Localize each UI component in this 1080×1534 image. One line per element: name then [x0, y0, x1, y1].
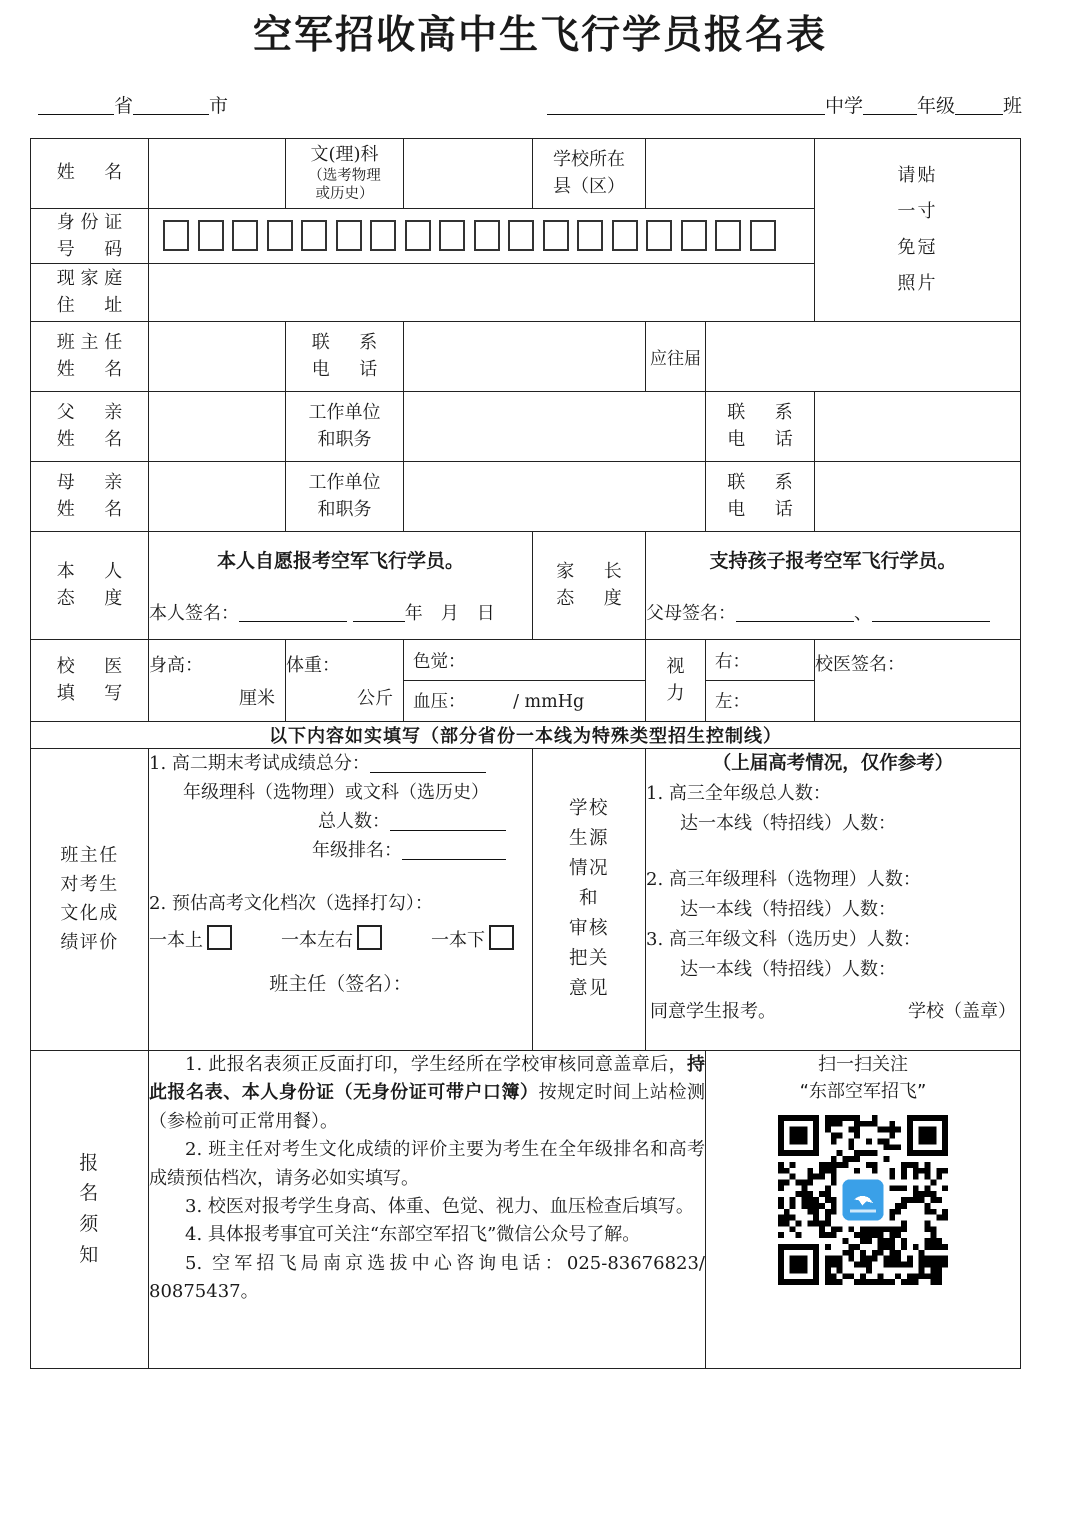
- teacher-eval-line-4: 绩评价: [60, 932, 119, 954]
- table-row-notice: [31, 1050, 1021, 1368]
- stats-item1-b-label: 达一本线（特招线）人数：: [680, 813, 896, 835]
- table-row-name: [31, 139, 1021, 209]
- checkbox-below-first-tier[interactable]: [489, 925, 514, 950]
- stats-item3-b-label: 达一本线（特招线）人数：: [680, 958, 896, 980]
- notice-item-2: 2. 班主任对考生文化成绩的评价主要为考生在全年级排名和高考成绩预估档次，请务必如实填写。: [149, 1139, 705, 1189]
- label-school-doctor: [31, 639, 149, 721]
- mother-label-line2: 姓 名: [56, 499, 129, 521]
- school-blank[interactable]: [547, 114, 825, 115]
- province-city-fields: [38, 91, 228, 118]
- father-label-line1: 父 亲: [56, 402, 129, 424]
- form-table: [30, 138, 1021, 1369]
- cell-school-statistics: [646, 748, 1021, 1050]
- eval-item2: 2. 预估高考文化档次（选择打勾）：: [149, 893, 433, 915]
- id-digit-box[interactable]: [715, 220, 741, 251]
- parent-attitude-statement: 支持孩子报考空军飞行学员。: [709, 549, 957, 572]
- id-digit-box[interactable]: [439, 220, 465, 251]
- weight-label: 体重：: [286, 654, 340, 676]
- father-work-line2: 和职务: [317, 429, 372, 451]
- vision-label-line2: 力: [666, 683, 685, 705]
- eval-option-1-label: 一本上: [149, 929, 203, 951]
- eval-options-row: [149, 925, 532, 955]
- table-row-mother: [31, 461, 1021, 531]
- table-row-teacher: [31, 321, 1021, 391]
- id-digit-box[interactable]: [301, 220, 327, 251]
- height-unit: 厘米: [239, 687, 275, 709]
- label-father-name: [31, 391, 149, 461]
- photo-line-3: 免冠: [897, 236, 938, 258]
- id-digit-box[interactable]: [508, 220, 534, 251]
- notice-label-1: 报: [79, 1151, 100, 1174]
- agree-text: 同意学生报考。: [650, 1000, 776, 1022]
- address-label-line2: 住 址: [56, 295, 129, 317]
- subject-note-line2: 或历史）: [315, 185, 374, 202]
- grade-suffix: 年级: [916, 94, 955, 117]
- label-registration-notice: [31, 1050, 149, 1368]
- father-label-line2: 姓 名: [56, 429, 129, 451]
- school-opinion-line-2: 生源: [569, 828, 609, 850]
- stats-item2-b: [646, 895, 1020, 925]
- cell-vision-values: [706, 639, 815, 721]
- table-row-evaluation: [31, 748, 1021, 1050]
- doctor-label-line2: 填 写: [56, 683, 129, 705]
- school-opinion-line-1: 学校: [569, 798, 609, 820]
- parent-signature-row: 父母签名： 、: [646, 599, 1020, 625]
- eval-option-3-label: 一本下: [431, 929, 485, 951]
- label-school-opinion: [533, 748, 646, 1050]
- table-row-father: [31, 391, 1021, 461]
- section-banner: 以下内容如实填写（部分省份一本线为特殊类型招生控制线）: [31, 721, 1021, 748]
- id-digit-box[interactable]: [543, 220, 569, 251]
- id-digit-box[interactable]: [612, 220, 638, 251]
- qr-caption: [706, 1051, 1020, 1105]
- label-self-attitude: [31, 531, 149, 639]
- label-id-number: [31, 208, 149, 263]
- school-header-line: [0, 85, 1080, 125]
- id-digit-box[interactable]: [681, 220, 707, 251]
- grade-blank[interactable]: [863, 114, 917, 115]
- eval-option-2[interactable]: [281, 925, 382, 955]
- parent-attitude-line2: 态 度: [556, 588, 628, 610]
- input-mother-name[interactable]: [149, 461, 286, 531]
- mother-phone-line2: 电 话: [727, 499, 799, 521]
- input-father-name[interactable]: [149, 391, 286, 461]
- stats-item1-a-label: 1. 高三全年级总人数：: [646, 783, 831, 805]
- eval-item1-line4: [149, 836, 532, 865]
- stats-item3-b: [646, 955, 1020, 985]
- label-father-phone: [706, 391, 815, 461]
- photo-placeholder[interactable]: [815, 139, 1021, 322]
- stats-header: （上届高考情况，仅作参考）: [712, 752, 954, 774]
- school-opinion-line-3: 情况: [569, 858, 609, 880]
- teacher-phone-line2: 电 话: [311, 359, 384, 381]
- label-exam-status: 应往届: [646, 321, 706, 391]
- table-row-attitude: [31, 531, 1021, 639]
- self-signature-row: [149, 599, 532, 625]
- stats-item1-a: [646, 779, 1020, 809]
- self-attitude-line2: 态 度: [56, 588, 129, 610]
- self-attitude-statement: 本人自愿报考空军飞行学员。: [216, 549, 464, 572]
- stats-item3-a-label: 3. 高三年级文科（选历史）人数：: [646, 928, 921, 950]
- subject-note-line1: （选考物理: [308, 167, 381, 184]
- id-digit-box[interactable]: [232, 220, 258, 251]
- id-digit-box[interactable]: [267, 220, 293, 251]
- bp-unit: / mmHg: [513, 691, 585, 712]
- self-signature-blank[interactable]: [239, 621, 347, 622]
- field-vision-left[interactable]: 左：: [715, 691, 750, 712]
- vision-label-line1: 视: [666, 656, 685, 678]
- notice-item-1-part-b: 按规定时间上站检测（参检前可正常用餐）。: [149, 1082, 706, 1132]
- id-digit-box[interactable]: [370, 220, 396, 251]
- input-teacher-name[interactable]: [149, 321, 286, 391]
- id-label-line1: 身份证: [56, 211, 129, 233]
- father-phone-line2: 电 话: [727, 429, 799, 451]
- eval-total-score-blank[interactable]: [370, 772, 486, 773]
- id-digit-box[interactable]: [198, 220, 224, 251]
- eval-item1-line1: [149, 749, 532, 778]
- self-signature-label: 本人签名：: [149, 602, 239, 624]
- input-father-work[interactable]: [404, 391, 706, 461]
- school-opinion-line-5: 审核: [569, 918, 609, 940]
- field-color-vision[interactable]: 色觉：: [404, 641, 645, 681]
- label-parent-attitude: [533, 531, 646, 639]
- teacher-eval-line-3: 文化成: [60, 903, 119, 925]
- weight-unit: 公斤: [357, 687, 393, 709]
- father-phone-line1: 联 系: [727, 402, 799, 424]
- input-exam-status[interactable]: [706, 321, 1021, 391]
- field-vision-right[interactable]: 右：: [706, 641, 814, 681]
- photo-line-2: 一寸: [897, 200, 938, 222]
- label-mother-work: [286, 461, 404, 531]
- eval-item1-line1-text: 1. 高二期末考试成绩总分：: [149, 752, 370, 774]
- vision-table: [706, 641, 814, 720]
- color-bp-table: [404, 641, 645, 720]
- field-height[interactable]: [149, 639, 286, 721]
- mother-work-line2: 和职务: [317, 499, 372, 521]
- cell-parent-attitude: [646, 531, 1021, 639]
- stats-item3-a: [646, 925, 1020, 955]
- self-attitude-line1: 本 人: [56, 561, 129, 583]
- county-label-line2: 县（区）: [553, 176, 625, 198]
- input-teacher-phone[interactable]: [404, 321, 646, 391]
- stats-item2-a: [646, 865, 1020, 895]
- class-suffix: 班: [1002, 94, 1022, 117]
- teacher-phone-line1: 联 系: [311, 332, 384, 354]
- label-teacher-name: [31, 321, 149, 391]
- parent-attitude-line1: 家 长: [556, 561, 628, 583]
- teacher-label-line1: 班主任: [56, 332, 129, 354]
- mother-phone-line1: 联 系: [727, 472, 799, 494]
- id-label-line2: 号 码: [56, 238, 129, 260]
- eval-rank-label: 年级排名：: [312, 840, 402, 862]
- school-suffix: 中学: [824, 94, 863, 117]
- stats-item2-b-label: 达一本线（特招线）人数：: [680, 899, 896, 921]
- field-weight[interactable]: [286, 639, 404, 721]
- table-row-banner: [31, 721, 1021, 748]
- height-label: 身高：: [149, 654, 203, 676]
- notice-label-4: 知: [79, 1244, 100, 1267]
- label-subject: [286, 139, 404, 209]
- eval-rank-blank[interactable]: [402, 859, 506, 860]
- notice-label-3: 须: [79, 1213, 100, 1236]
- school-opinion-line-4: 和: [579, 888, 599, 910]
- stats-item2-a-label: 2. 高三年级理科（选物理）人数：: [646, 869, 921, 891]
- eval-total-count-label: 总人数：: [318, 811, 390, 833]
- input-address[interactable]: [149, 263, 815, 321]
- self-date-blank[interactable]: [353, 621, 405, 622]
- eval-total-count-blank[interactable]: [390, 830, 506, 831]
- teacher-eval-line-2: 对考生: [60, 874, 119, 896]
- id-digit-box[interactable]: [750, 220, 776, 251]
- eval-teacher-signature[interactable]: 班主任（签名）：: [269, 972, 412, 995]
- self-date-suffix: 年 月 日: [404, 602, 495, 624]
- page-title: 空军招收高中生飞行学员报名表: [252, 13, 827, 58]
- notice-label-2: 名: [79, 1182, 100, 1205]
- father-work-line1: 工作单位: [308, 402, 381, 424]
- field-doctor-signature[interactable]: 校医签名：: [815, 639, 1021, 721]
- cell-notice-text: [149, 1050, 706, 1368]
- input-name[interactable]: [149, 139, 286, 209]
- eval-item1-line2: 年级理科（选物理）或文科（选历史）: [183, 781, 489, 803]
- id-digit-box[interactable]: [336, 220, 362, 251]
- city-blank[interactable]: [133, 114, 209, 115]
- parent-signature-label: 父母签名：: [646, 602, 736, 624]
- id-number-boxes: [149, 210, 814, 261]
- qr-caption-line2: “东部空军招飞”: [799, 1080, 927, 1102]
- notice-item-1-bold: 持此报名表、本人身份证（无身份证可带户口簿）: [149, 1053, 705, 1104]
- id-digit-box[interactable]: [646, 220, 672, 251]
- label-county: [533, 139, 646, 209]
- qr-caption-line1: 扫一扫关注: [818, 1053, 908, 1075]
- input-father-phone[interactable]: [815, 391, 1021, 461]
- subject-label-main: 文(理)科: [310, 144, 379, 165]
- field-blood-pressure[interactable]: [404, 680, 645, 720]
- notice-item-3: 3. 校医对报考学生身高、体重、色觉、视力、血压检查后填写。: [185, 1195, 694, 1217]
- label-mother-phone: [706, 461, 815, 531]
- notice-item-1: [149, 1051, 705, 1136]
- checkbox-around-first-tier[interactable]: [357, 925, 382, 950]
- id-digit-box[interactable]: [474, 220, 500, 251]
- photo-line-1: 请贴: [897, 164, 938, 186]
- id-digit-box[interactable]: [577, 220, 603, 251]
- input-mother-work[interactable]: [404, 461, 706, 531]
- label-teacher-phone: [286, 321, 404, 391]
- cell-self-attitude: [149, 531, 533, 639]
- class-blank[interactable]: [955, 114, 1003, 115]
- province-blank[interactable]: [38, 114, 114, 115]
- id-digit-box[interactable]: [163, 220, 189, 251]
- notice-item-1-part-a: 1. 此报名表须正反面打印，学生经所在学校审核同意盖章后，: [185, 1053, 687, 1075]
- city-suffix: 市: [209, 94, 229, 117]
- mother-label-line1: 母 亲: [56, 472, 129, 494]
- qr-code-image[interactable]: [778, 1115, 948, 1285]
- photo-line-4: 照片: [897, 272, 938, 294]
- label-vision: [646, 639, 706, 721]
- notice-item-4: 4. 具体报考事宜可关注“东部空军招飞”微信公众号了解。: [185, 1224, 641, 1246]
- label-mother-name: [31, 461, 149, 531]
- label-father-work: [286, 391, 404, 461]
- eval-option-1[interactable]: [149, 925, 232, 955]
- input-id-number[interactable]: [149, 208, 815, 263]
- id-digit-box[interactable]: [405, 220, 431, 251]
- label-address: [31, 263, 149, 321]
- school-seal-label[interactable]: 学校（盖章）: [908, 1000, 1017, 1022]
- notice-item-5: 5. 空军招飞局南京选拔中心咨询电话：025-83676823/ 80875437。: [149, 1252, 705, 1303]
- school-grade-class-fields: [547, 91, 1022, 118]
- table-row-doctor: [31, 639, 1021, 721]
- county-label-line1: 学校所在: [553, 149, 625, 171]
- bp-label: 血压：: [413, 691, 466, 712]
- eval-spacer: [149, 865, 532, 889]
- label-teacher-evaluation: [31, 748, 149, 1050]
- stats-spacer: [646, 839, 1020, 865]
- stats-footer: [646, 997, 1020, 1027]
- cell-color-bp: [404, 639, 646, 721]
- school-opinion-line-7: 意见: [569, 978, 609, 1000]
- teacher-label-line2: 姓 名: [56, 359, 129, 381]
- eval-option-2-label: 一本左右: [281, 929, 353, 951]
- doctor-label-line1: 校 医: [56, 656, 129, 678]
- parent-signature-blank-2[interactable]: [872, 621, 990, 622]
- address-label-line1: 现家庭: [56, 268, 129, 290]
- cell-teacher-evaluation: [149, 748, 533, 1050]
- eval-option-3[interactable]: [431, 925, 514, 955]
- label-name: 姓 名: [31, 139, 149, 209]
- input-mother-phone[interactable]: [815, 461, 1021, 531]
- school-opinion-line-6: 把关: [569, 948, 609, 970]
- cell-qr-code: [706, 1050, 1021, 1368]
- stats-item1-b: [646, 809, 1020, 839]
- checkbox-above-first-tier[interactable]: [207, 925, 232, 950]
- mother-work-line1: 工作单位: [308, 472, 381, 494]
- input-subject[interactable]: [404, 139, 533, 209]
- province-suffix: 省: [114, 94, 134, 117]
- teacher-eval-line-1: 班主任: [60, 844, 119, 866]
- eval-item1-line3: [149, 807, 532, 836]
- input-county[interactable]: [646, 139, 815, 209]
- parent-signature-blank-1[interactable]: [736, 621, 854, 622]
